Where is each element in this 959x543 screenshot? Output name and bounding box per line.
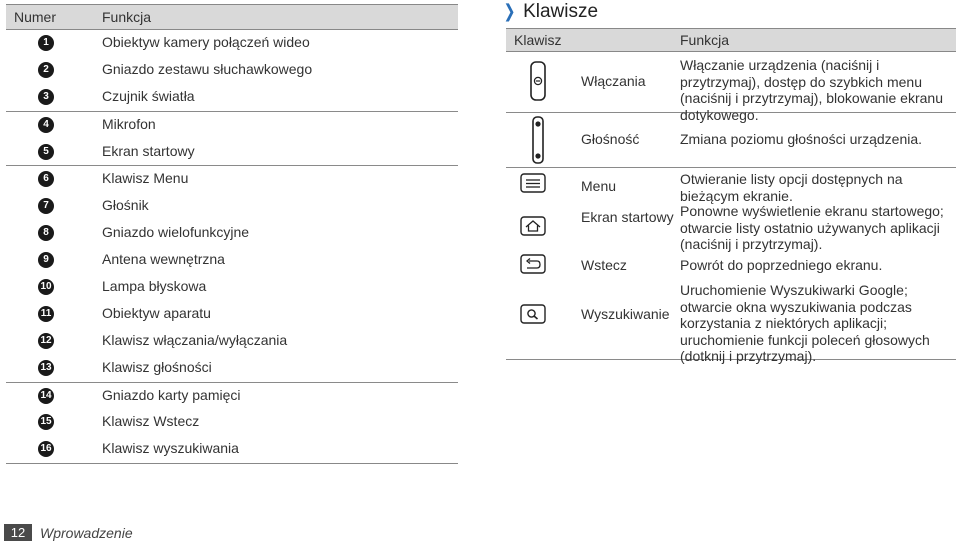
item-label: Głośnik (102, 197, 149, 214)
item-number-badge: 13 (38, 360, 54, 376)
key-description: Powrót do poprzedniego ekranu. (680, 257, 883, 273)
components-table-header (6, 4, 458, 30)
home-key-icon (520, 216, 546, 236)
table-row (6, 57, 458, 84)
table-row (6, 193, 458, 220)
components-table (6, 4, 458, 464)
item-number-badge: 15 (38, 414, 54, 430)
item-label: Klawisz Menu (102, 170, 189, 187)
header-number: Numer (14, 9, 57, 25)
item-label: Ekran startowy (102, 142, 195, 159)
footer-section-name: Wprowadzenie (40, 525, 133, 541)
table-row (6, 409, 458, 436)
table-row (6, 30, 458, 57)
key-label: Włączania (581, 73, 646, 89)
item-number-badge: 3 (38, 89, 54, 105)
key-description: Ponowne wyświetlenie ekranu startowego; otwarcie listy ostatnio używanych aplikacji (naciśnij i przytrzymaj). (680, 203, 944, 252)
table-row (6, 139, 458, 166)
item-label: Gniazdo karty pamięci (102, 386, 241, 403)
table-row (6, 383, 458, 410)
key-label: Wstecz (581, 257, 627, 273)
keys-table-header (506, 28, 956, 52)
item-label: Lampa błyskowa (102, 278, 207, 295)
table-row (506, 52, 956, 123)
key-label: Głośność (581, 131, 640, 147)
item-label: Gniazdo zestawu słuchawkowego (102, 60, 313, 77)
volume-key-icon (532, 116, 544, 164)
table-row (6, 274, 458, 301)
section-title-text: Klawisze (523, 1, 599, 22)
item-label: Klawisz Wstecz (102, 413, 200, 430)
table-row (506, 168, 956, 203)
key-description: Uruchomienie Wyszukiwarki Google; otwarcie okna wyszukiwania podczas korzystania z niektórych aplikacji; uruchomienie funkcji poleceń głosowych (dotknij i przytrzymaj). (680, 282, 930, 364)
table-row (506, 113, 956, 167)
item-number-badge: 7 (38, 198, 54, 214)
item-number-badge: 10 (38, 279, 54, 295)
item-label: Antena wewnętrzna (102, 251, 225, 268)
table-row (6, 166, 458, 193)
page-number: 12 (4, 524, 32, 541)
item-label: Klawisz głośności (102, 358, 212, 375)
item-number-badge: 12 (38, 333, 54, 349)
section-title (502, 1, 598, 23)
key-description: Otwieranie listy opcji dostępnych na bieżącym ekranie. (680, 171, 903, 204)
table-row (6, 355, 458, 382)
table-row (506, 253, 956, 279)
item-label: Czujnik światła (102, 87, 195, 104)
key-label: Wyszukiwanie (581, 306, 670, 322)
table-row (506, 279, 956, 364)
table-row (6, 301, 458, 328)
item-number-badge: 9 (38, 252, 54, 268)
header-function: Funkcja (680, 32, 730, 48)
components-group-4 (6, 383, 458, 464)
components-group-3 (6, 166, 458, 381)
components-group-2 (6, 112, 458, 166)
item-label: Obiektyw aparatu (102, 304, 211, 321)
table-row (6, 328, 458, 355)
keys-table (506, 28, 956, 364)
item-number-badge: 11 (38, 306, 54, 322)
header-function: Funkcja (102, 9, 152, 25)
table-bottom-border (6, 463, 458, 464)
table-row (6, 220, 458, 247)
components-group-1 (6, 30, 458, 111)
item-number-badge: 4 (38, 117, 54, 133)
item-number-badge: 6 (38, 171, 54, 187)
item-number-badge: 1 (38, 35, 54, 51)
table-row (6, 247, 458, 274)
item-label: Klawisz wyszukiwania (102, 440, 239, 457)
header-key: Klawisz (514, 32, 562, 48)
search-key-icon (520, 304, 546, 324)
chevron-right-icon: ❯ (503, 1, 516, 21)
item-label: Obiektyw kamery połączeń wideo (102, 34, 310, 50)
item-number-badge: 16 (38, 441, 54, 457)
item-label: Gniazdo wielofunkcyjne (102, 224, 250, 241)
table-row (6, 436, 458, 463)
item-number-badge: 5 (38, 144, 54, 160)
power-key-icon (530, 61, 546, 101)
table-row (506, 203, 956, 253)
item-label: Mikrofon (102, 115, 156, 132)
menu-key-icon (520, 173, 546, 193)
key-description: Zmiana poziomu głośności urządzenia. (680, 131, 923, 147)
key-description: Włączanie urządzenia (naciśnij i przytrzymaj), dostęp do szybkich menu (naciśnij i przytrzymaj), blokowanie ekranu dotykowego. (680, 57, 943, 123)
table-row (6, 112, 458, 139)
key-label: Menu (581, 178, 617, 194)
table-row (6, 84, 458, 111)
back-key-icon (520, 254, 546, 274)
item-number-badge: 2 (38, 62, 54, 78)
item-number-badge: 8 (38, 225, 54, 241)
item-label: Klawisz włączania/wyłączania (102, 331, 288, 348)
item-number-badge: 14 (38, 388, 54, 404)
key-label: Ekran startowy (581, 209, 674, 225)
